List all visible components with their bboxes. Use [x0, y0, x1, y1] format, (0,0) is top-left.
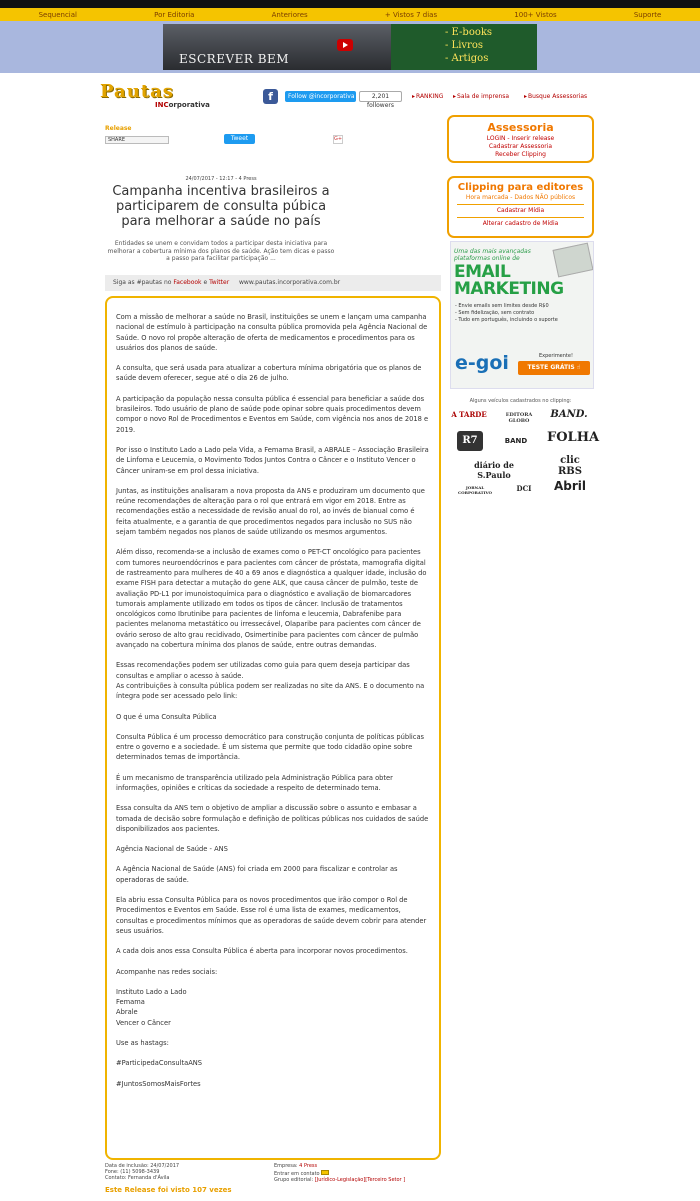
article-paragraph: A consulta, que será usada para atualizar a cobertura mínima obrigatória que os planos de saúde devem oferecer, segue até o dia 26 de julho. [116, 364, 422, 383]
alterar-midia-link[interactable]: Alterar cadastro de Mídia [482, 220, 559, 227]
article-paragraph: Essa consulta da ANS tem o objetivo de ampliar a discussão sobre o assunto e embasar a tomada de decisão sobre formulação e definição de políticas públicas nos cuidados de saúde disponibilizados aos pacientes. [116, 804, 429, 833]
article-paragraph: Use as hastags: [116, 1039, 169, 1048]
inclusion-date: Data de inclusão: 24/07/2017 [105, 1163, 180, 1169]
ranking-link[interactable]: ▸ RANKING [412, 93, 443, 100]
divider [457, 217, 584, 218]
article-paragraph: O que é uma Consulta Pública [116, 712, 217, 721]
cursor-hand-icon: ☝ [576, 364, 581, 371]
ad-bullet: - Envie emails sem limites desde R$0 [455, 303, 549, 309]
logo-brand: INC [155, 101, 169, 109]
ad-bullets [455, 303, 558, 324]
email-marketing-ad[interactable] [450, 241, 594, 389]
nav-sequencial[interactable]: Sequencial [38, 10, 77, 19]
group-links[interactable]: [Jurídico-Legislação][Terceiro Setor ] [314, 1177, 406, 1183]
article-paragraph: Agência Nacional de Saúde - ANS [116, 845, 228, 854]
play-icon [337, 39, 353, 51]
article-paragraph: #ParticipedaConsultaANS [116, 1059, 203, 1068]
contact-name: Contato: Fernanda d'Ávila [105, 1175, 170, 1181]
article-paragraph: Por isso o Instituto Lado a Lado pela Vida, a Femama Brasil, a ABRALE – Associação Brasileira de Linfoma e Leucemia, o Movimento Todos Juntos Contra o Câncer e o Instituto Vencer o Câncer uniram-se em prol dessa iniciativa. [116, 445, 429, 475]
tweet-button[interactable]: Tweet [224, 134, 255, 144]
article-paragraph: A cada dois anos essa Consulta Pública é aberta para incorporar novos procedimentos. [116, 947, 408, 956]
band-logo: BAND. [550, 409, 588, 420]
media-logos [447, 407, 600, 501]
facebook-icon[interactable]: f [263, 89, 278, 104]
article-paragraph: #JuntosSomosMaisFortes [116, 1079, 201, 1088]
company-label: Empresa: [274, 1163, 300, 1169]
ad-bullet: - Tudo em português, incluindo o suporte [455, 317, 558, 323]
ad-headline [454, 264, 564, 298]
contact-link[interactable] [274, 1170, 405, 1178]
group-line [274, 1177, 405, 1184]
cadastrar-midia-link[interactable]: Cadastrar Mídia [496, 207, 545, 214]
assessoria-box [447, 115, 594, 163]
release-headline: Campanha incentiva brasileiros a participarem de consulta púbica para melhorar a saúde no país [112, 184, 330, 229]
ad-bullet: - Sem fidelização, sem contrato [455, 310, 535, 316]
share-button[interactable] [105, 136, 169, 144]
editora-globo-logo: EDITORA GLOBO [505, 412, 533, 424]
cta-label: TESTE GRÁTIS [527, 364, 575, 371]
gplus-icon[interactable]: G+ [334, 136, 343, 142]
media-label: Alguns veículos cadastrados no clipping: [469, 398, 572, 404]
nav-vistos-7-dias[interactable]: + Vistos 7 dias [384, 10, 438, 19]
ad-headline-line2: MARKETING [454, 279, 564, 299]
twitter-link[interactable]: Twitter [209, 279, 230, 286]
follow-and: e [201, 279, 210, 286]
article-paragraph: Consulta Pública é um processo democrático para construção conjunta de políticas públicas entre o governo e a sociedade. É um sistema que permite que todo cidadão opine sobre determinados temas de importância. [116, 732, 425, 762]
cadastrar-assessoria-link[interactable]: Cadastrar Assessoria [488, 143, 553, 150]
clipping-subtitle: Hora marcada - Dados NÃO públicos [465, 194, 576, 201]
ad-tagline: Uma das mais avançadas plataformas online de [454, 248, 531, 262]
release-summary: Entidades se unem e convidam todos a participar desta iniciativa para melhorar a cobertura mínima dos planos de saúde. Ação tem dicas e passo a passo para facilitar participação ... [107, 240, 335, 262]
teste-gratis-button[interactable] [518, 361, 590, 375]
nav-suporte[interactable]: Suporte [633, 10, 662, 19]
clic-rbs-logo: clic RBS [558, 455, 582, 477]
group-label: Grupo editorial: [274, 1177, 315, 1183]
follow-prefix: Siga as #pautas no [113, 279, 174, 286]
folha-logo: FOLHA [547, 430, 600, 445]
ad-headline-line1: EMAIL [454, 262, 511, 282]
banner-item: - Livros [445, 40, 483, 51]
assessoria-title: Assessoria [487, 121, 554, 134]
nav-100-vistos[interactable]: 100+ Vistos [514, 10, 557, 19]
r7-logo: R7 [457, 431, 483, 451]
jornal-corporativo-logo: JORNAL CORPORATIVO [457, 485, 493, 495]
logo-subtext [155, 101, 224, 110]
main-nav [0, 8, 700, 21]
clipping-box [447, 176, 594, 238]
ad-banner[interactable] [163, 24, 537, 70]
assessoria-login-link[interactable]: LOGIN - Inserir release [486, 135, 555, 142]
article-paragraph: Essas recomendações podem ser utilizadas como guia para quem deseja participar das consultas e ampliar o acesso à saúde. As contribuições à consulta pública podem ser realizadas no site da ANS. E o documento na íntegra pode ser acessado pelo link: [116, 661, 425, 701]
article-paragraph: A participação da população nessa consulta pública é essencial para beneficiar a saúde dos brasileiros. Todo usuário de plano de saúde pode opinar sobre quais procedimentos devem compor o novo Rol de Procedimentos e Eventos em Saúde, com vigência nos anos de 2018 e 2019. [116, 394, 429, 434]
egoi-logo: e-goi [455, 352, 509, 374]
article-paragraph: Acompanhe nas redes sociais: [116, 967, 218, 976]
share-label: SHARE [108, 137, 125, 143]
sala-imprensa-link[interactable]: ▸ Sala de imprensa [453, 93, 509, 100]
section-label: Release [105, 125, 132, 132]
diario-sp-logo: diário de S.Paulo [474, 460, 514, 480]
busque-assessorias-link[interactable]: ▸ Busque Assessorias [524, 93, 587, 100]
article-body [105, 296, 441, 1160]
article-paragraph: Instituto Lado a Lado Femama Abrale Vencer o Câncer [116, 987, 187, 1027]
release-company-info [274, 1163, 405, 1184]
dci-logo: DCI [516, 484, 532, 493]
twitter-follow-button[interactable]: Follow @incorporativa [285, 91, 356, 102]
site-url[interactable]: www.pautas.incorporativa.com.br [239, 279, 341, 286]
banner-item: - Artigos [445, 53, 489, 64]
release-info [105, 1163, 179, 1181]
receber-clipping-link[interactable]: Receber Clipping [495, 151, 546, 158]
article-paragraph: É um mecanismo de transparência utilizado pela Administração Pública para obter informações, opiniões e críticas da sociedade a respeito de determinado tema. [116, 773, 393, 792]
abril-logo: Abril [553, 479, 587, 493]
release-meta: 24/07/2017 - 12:17 - 4 Press [185, 176, 257, 182]
logo-rest: orporativa [168, 101, 210, 109]
followers-count: 2,201 followers [359, 91, 402, 102]
a-tarde-logo: A TARDE [451, 410, 487, 419]
contact-phone: Fone: (11) 5098-3439 [105, 1169, 160, 1175]
follow-strip [105, 275, 441, 291]
banner-item: - E-books [445, 27, 493, 38]
article-paragraph: Com a missão de melhorar a saúde no Brasil, instituições se unem e lançam uma campanha nacional de estímulo à participação na consulta pública promovida pela Agência Nacional de Saúde. O novo rol propõe alteração de oferta de medicamentos e procedimentos para os usuários dos planos de saúde. [116, 313, 428, 352]
nav-anteriores[interactable]: Anteriores [271, 10, 308, 19]
banner-list [391, 24, 537, 70]
divider [457, 204, 584, 205]
banner-title: ESCREVER BEM [179, 52, 290, 66]
ad-cta-top: Experimente! [539, 353, 573, 359]
facebook-link[interactable]: Facebook [173, 279, 202, 286]
nav-por-editoria[interactable]: Por Editoria [154, 10, 195, 19]
article-paragraph: Ela abriu essa Consulta Pública para os novos procedimentos que irão compor o Rol de Procedimentos e Eventos em Saúde. Esse rol é uma lista de exames, medicamentos, consultas e procedimentos mínimos que as operadoras de saúde devem cobrir para atender seus usuários. [116, 896, 427, 935]
band-tv-logo: BAND [504, 437, 528, 445]
view-count: Este Release foi visto 107 vezes [105, 1186, 232, 1194]
logo-text: Pautas [100, 81, 174, 102]
company-link[interactable]: 4 Press [299, 1163, 318, 1169]
contact-link-label: Entrar em contato [274, 1170, 320, 1177]
article-paragraph: Além disso, recomenda-se a inclusão de exames como o PET-CT oncológico para pacientes com tumores neuroendócrinos e para pacientes com câncer de próstata, mamografia digital de rastreamento para mulheres de 40 a 69 anos e diagnóstica a qualquer idade, inclusão do exame FISH para detectar a mutação do gene ALK, que causa câncer de pulmão, teste de avaliação PD-L1 por imunoistoquímica para o diagnóstico e avaliação de biomarcadores tumorais amplamente utilizado em todos os tipos de câncer. Inclusão de tratamentos oncológicos como Ibrutinibe para pacientes de linfoma e leucemia, Dabrafenibe para pacientes melanoma metastático ou irressecável, Olaparibe para pacientes com câncer de ovário seroso de alto grau recidivado, Osimertinibe para pacientes com câncer de pulmão avançado na cobertura mínima dos planos de saúde, entre outras demandas. [116, 548, 427, 650]
top-dark-bar [0, 0, 700, 8]
site-logo[interactable] [100, 83, 224, 111]
article-paragraph: A Agência Nacional de Saúde (ANS) foi criada em 2000 para fiscalizar e controlar as operadoras de saúde. [116, 865, 398, 884]
article-paragraph: Juntas, as instituições analisaram a nova proposta da ANS e produziram um documento que reúne recomendações de alteração para o rol que entrará em vigor em 2018. Entre as recomendações estão a necessidade de revisão anual do rol, ao invés de bianual como é feita atualmente, e a garantia de que procedimentos negados para inclusão no SUS não sejam também negados nos planos de saúde utilizando os mesmos argumentos. [116, 486, 425, 537]
clipping-title: Clipping para editores [457, 182, 584, 193]
envelope-icon [321, 1170, 329, 1175]
